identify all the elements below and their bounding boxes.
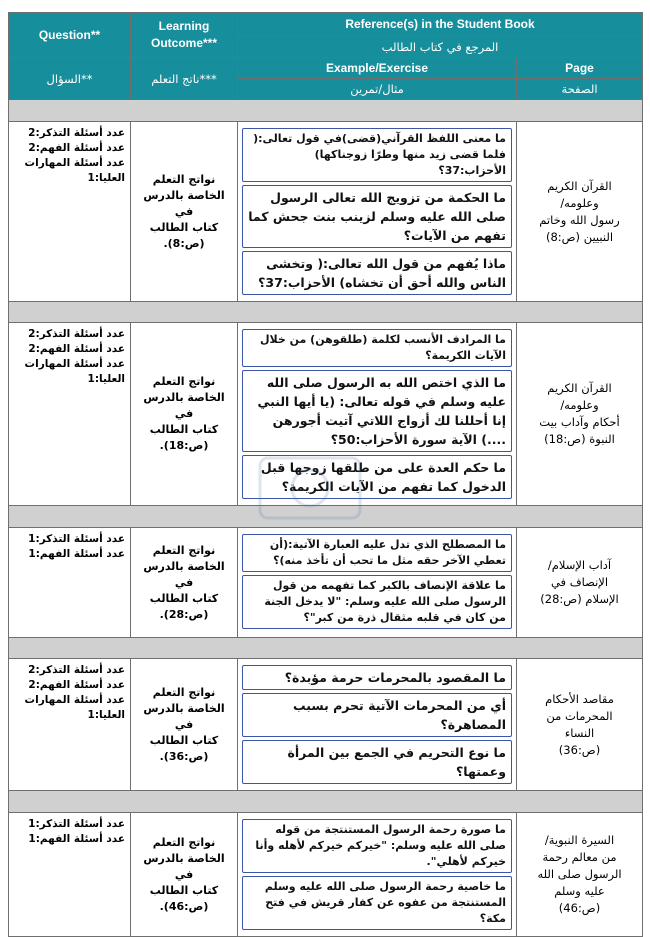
example-question: ما الذي اختص الله به الرسول صلى الله عليه وسلم في قوله تعالى: (يا أيها النبي إنا أحللنا لك أزواج اللاتي آتيت أجورهن ....) الآية سورة الأحزاب:50؟ <box>242 370 512 452</box>
page-reference-line: القرآن الكريم <box>547 381 612 395</box>
learning-outcome-cell <box>131 323 238 506</box>
header-page-en: Page <box>517 58 643 79</box>
table-row <box>9 323 643 506</box>
page-reference-line: آداب الإسلام/ <box>547 558 612 572</box>
learning-outcome-line: كتاب الطالب <box>149 733 219 747</box>
learning-outcome-line: (ص:28). <box>159 607 209 621</box>
page-reference-cell <box>517 813 643 937</box>
learning-outcome-line: نواتج التعلم <box>152 835 216 849</box>
table-row <box>9 528 643 638</box>
learning-outcome-cell <box>131 122 238 302</box>
separator-cell <box>9 638 643 659</box>
example-question: ما حكم العدة على من طلقها زوجها قبل الدخول كما تفهم من الآيات الكريمة؟ <box>242 455 512 499</box>
learning-outcome-line: (ص:36). <box>159 749 209 763</box>
page-reference-line: القرآن الكريم <box>547 178 612 193</box>
question-count-line: عدد أسئلة الفهم:2 <box>28 679 125 691</box>
question-count-line: عدد أسئلة الفهم:1 <box>28 548 125 560</box>
page-reference-line: الإنصاف في <box>550 575 609 589</box>
page-reference-line: رسول الله وخاتم <box>539 212 620 227</box>
reference-table-container <box>8 12 642 937</box>
question-count-line: عدد أسئلة التذكر:2 <box>28 664 125 676</box>
page-reference-line: مقاصد الأحكام <box>545 691 614 706</box>
example-cell <box>238 659 517 791</box>
separator-cell <box>9 791 643 813</box>
question-count-line: عدد أسئلة الفهم:2 <box>28 343 125 355</box>
question-count-cell <box>9 323 131 506</box>
learning-outcome-line: كتاب الطالب <box>149 883 219 897</box>
section-separator <box>9 302 643 323</box>
question-count-line: عدد أسئلة التذكر:1 <box>28 533 125 545</box>
page-reference-line: المحرمات من <box>546 708 613 723</box>
learning-outcome-line: (ص:46). <box>159 899 209 913</box>
separator-cell <box>9 302 643 323</box>
learning-outcome-line: نواتج التعلم <box>152 685 216 699</box>
page-reference-line: (ص:36) <box>558 742 601 757</box>
table-row <box>9 659 643 791</box>
page-reference-line: وعلومه/ <box>560 398 599 412</box>
example-question: ما المقصود بالمحرمات حرمة مؤبدة؟ <box>242 665 512 690</box>
example-cell <box>238 528 517 638</box>
page-reference-cell <box>517 122 643 302</box>
section-separator <box>9 638 643 659</box>
header-example-en: Example/Exercise <box>238 58 517 79</box>
learning-outcome-line: نواتج التعلم <box>152 172 216 186</box>
question-count-line: عدد أسئلة الفهم:2 <box>28 142 125 154</box>
page-reference-line: وعلومه/ <box>560 195 599 210</box>
example-question: ما علاقة الإنصاف بالكبر كما تفهمه من قول الرسول صلى الله عليه وسلم: "لا يدخل الجنة من كان في قلبه مثقال ذرة من كبر"؟ <box>242 575 512 629</box>
question-count-line: عدد أسئلة المهارات العليا:1 <box>24 157 125 184</box>
header-page-ar: الصفحة <box>517 79 643 100</box>
example-question: ما المصطلح الذي تدل عليه العبارة الآتية:(أن تعطي الآخر حقه مثل ما تحب أن تأخذ منه)؟ <box>242 534 512 572</box>
header-outcome-en-line2: Outcome*** <box>150 36 218 50</box>
example-question: ما المرادف الأنسب لكلمة (طلقوهن) من خلال الآيات الكريمة؟ <box>242 329 512 367</box>
example-question: ما الحكمة من تزويج الله تعالى الرسول صلى الله عليه وسلم لزينب بنت جحش كما تفهم من الآيات؟ <box>242 185 512 248</box>
learning-outcome-cell <box>131 813 238 937</box>
page-reference-line: السيرة النبوية/ <box>544 833 615 847</box>
page-reference-line: النساء <box>564 725 595 740</box>
question-count-cell <box>9 122 131 302</box>
question-count-line: عدد أسئلة الفهم:1 <box>28 833 125 845</box>
reference-table <box>8 12 643 937</box>
page-reference-line: (ص:46) <box>558 901 601 915</box>
learning-outcome-line: الخاصة بالدرس في <box>143 391 225 420</box>
separator-cell <box>9 100 643 122</box>
example-question: ما خاصية رحمة الرسول صلى الله عليه وسلم المستنتجة من عفوه عن كفار قريش في فتح مكة؟ <box>242 876 512 930</box>
page-reference-cell <box>517 528 643 638</box>
page-reference-line: الرسول صلى الله <box>537 867 622 881</box>
example-question: ماذا يُفهم من قول الله تعالى:( وتخشى الناس والله أحق أن تخشاه) الأحزاب:37؟ <box>242 251 512 295</box>
header-question-en: Question** <box>9 13 131 58</box>
header-question-ar: السؤال** <box>9 58 131 100</box>
learning-outcome-cell <box>131 659 238 791</box>
learning-outcome-line: كتاب الطالب <box>149 220 219 234</box>
learning-outcome-line: الخاصة بالدرس في <box>143 559 225 589</box>
learning-outcome-line: الخاصة بالدرس في <box>143 188 225 218</box>
example-question: أي من المحرمات الآتية تحرم بسبب المصاهرة؟ <box>242 693 512 737</box>
example-question: ما معنى اللفظ القرآني(قضى)في قول تعالى:( فلما قضى زيد منها وطرًا زوجناكها) الأحزاب:37؟ <box>242 128 512 182</box>
page-reference-line: الإسلام (ص:28) <box>540 592 619 606</box>
page-reference-line: من معالم رحمة <box>542 850 617 864</box>
example-cell <box>238 323 517 506</box>
question-count-line: عدد أسئلة التذكر:2 <box>28 127 125 139</box>
question-count-line: عدد أسئلة المهارات العليا:1 <box>24 358 125 385</box>
question-count-line: عدد أسئلة التذكر:2 <box>28 328 125 340</box>
table-row <box>9 122 643 302</box>
section-separator <box>9 100 643 122</box>
section-separator <box>9 506 643 528</box>
question-count-cell <box>9 813 131 937</box>
example-cell <box>238 122 517 302</box>
learning-outcome-line: كتاب الطالب <box>149 591 219 605</box>
header-reference-en: Reference(s) in the Student Book <box>238 13 643 36</box>
section-separator <box>9 791 643 813</box>
header-example-ar: مثال/تمرين <box>238 79 517 100</box>
table-row <box>9 813 643 937</box>
header-reference-ar: المرجع في كتاب الطالب <box>238 36 643 58</box>
learning-outcome-line: (ص:8). <box>163 236 205 250</box>
example-question: ما صورة رحمة الرسول المستنتجة من قوله صلى الله عليه وسلم: "خيركم خيركم لأهله وأنا خيركم لأهلي". <box>242 819 512 873</box>
page-reference-cell <box>517 659 643 791</box>
question-count-cell <box>9 659 131 791</box>
page-reference-line: النبيين (ص:8) <box>545 229 614 244</box>
example-question: ما نوع التحريم في الجمع بين المرأة وعمتها؟ <box>242 740 512 784</box>
learning-outcome-line: نواتج التعلم <box>152 375 216 388</box>
learning-outcome-line: نواتج التعلم <box>152 543 216 557</box>
page-reference-cell <box>517 323 643 506</box>
question-count-line: عدد أسئلة التذكر:1 <box>28 818 125 830</box>
header-outcome-en-line1: Learning <box>158 19 210 33</box>
header-outcome-ar: ناتج التعلم*** <box>131 58 238 100</box>
question-count-cell <box>9 528 131 638</box>
page-reference-line: أحكام وآداب بيت <box>539 415 620 429</box>
learning-outcome-line: الخاصة بالدرس في <box>143 851 225 881</box>
question-count-line: عدد أسئلة المهارات العليا:1 <box>24 694 125 721</box>
header-outcome-en <box>131 13 238 58</box>
page-reference-line: عليه وسلم <box>554 884 605 898</box>
page-reference-line: النبوة (ص:18) <box>544 432 615 446</box>
separator-cell <box>9 506 643 528</box>
example-cell <box>238 813 517 937</box>
learning-outcome-line: الخاصة بالدرس في <box>143 701 225 731</box>
learning-outcome-line: كتاب الطالب <box>149 423 219 436</box>
learning-outcome-cell <box>131 528 238 638</box>
learning-outcome-line: (ص:18). <box>159 439 209 452</box>
